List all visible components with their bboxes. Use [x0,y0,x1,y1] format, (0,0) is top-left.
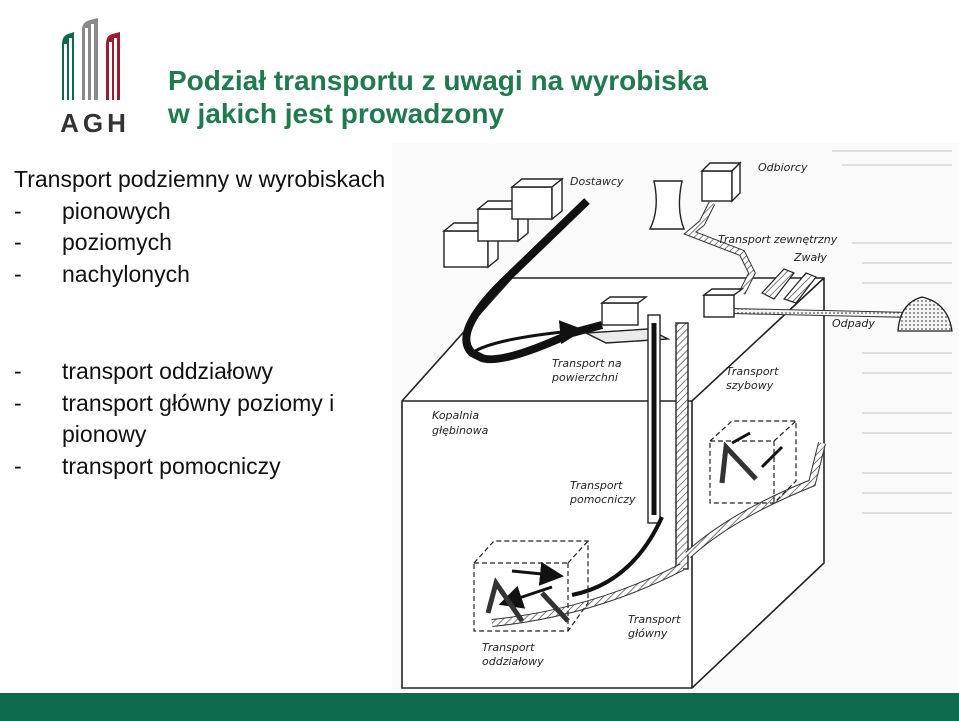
label-kopalnia: Kopalnia [432,409,480,422]
mine-transport-diagram [392,143,959,691]
label-glowny: główny [628,627,668,640]
transport-types-list [14,356,334,482]
list-item: - transport główny poziomy i [14,389,335,416]
excavation-types-list [14,164,385,290]
title-line-1: Podział transportu z uwagi na wyrobiska [168,65,708,96]
label-transport-na: Transport na [552,357,622,370]
label-transport-szybowy-1: Transport [726,365,779,378]
label-pomocniczy: pomocniczy [570,493,636,506]
label-glebinowa: głębinowa [432,424,489,437]
page-title [168,64,708,130]
list-item: - nachylonych [14,260,190,287]
agh-logo [52,14,138,138]
label-transport-zewnetrzny: Transport zewnętrzny [718,233,838,246]
list-item: - transport pomocniczy [14,452,281,479]
receiver-box [702,163,740,201]
label-szybowy: szybowy [726,379,774,392]
label-zwaly: Zwały [794,251,827,264]
list-heading: Transport podziemny w wyrobiskach [14,166,386,192]
shaft-main [676,323,688,569]
label-transport-oddzialowy-1: Transport [482,641,535,654]
logo-text: AGH [60,108,130,138]
list-item: - poziomych [14,229,172,255]
label-dostawcy: Dostawcy [570,175,624,188]
label-transport-glowny-1: Transport [628,613,681,626]
label-odpady: Odpady [832,317,875,330]
list-item: - transport oddziałowy [14,358,273,384]
agh-logo-graphic [52,14,138,138]
list-item-continuation: pionowy [62,421,147,447]
footer-bar [0,693,959,721]
label-oddzialowy: oddziałowy [482,655,544,668]
list-item: - pionowych [14,197,171,224]
label-transport-pomocniczy-1: Transport [570,479,623,492]
title-line-2: w jakich jest prowadzony [168,98,505,129]
label-powierzchni: powierzchni [552,371,618,384]
label-odbiorcy: Odbiorcy [758,161,808,174]
